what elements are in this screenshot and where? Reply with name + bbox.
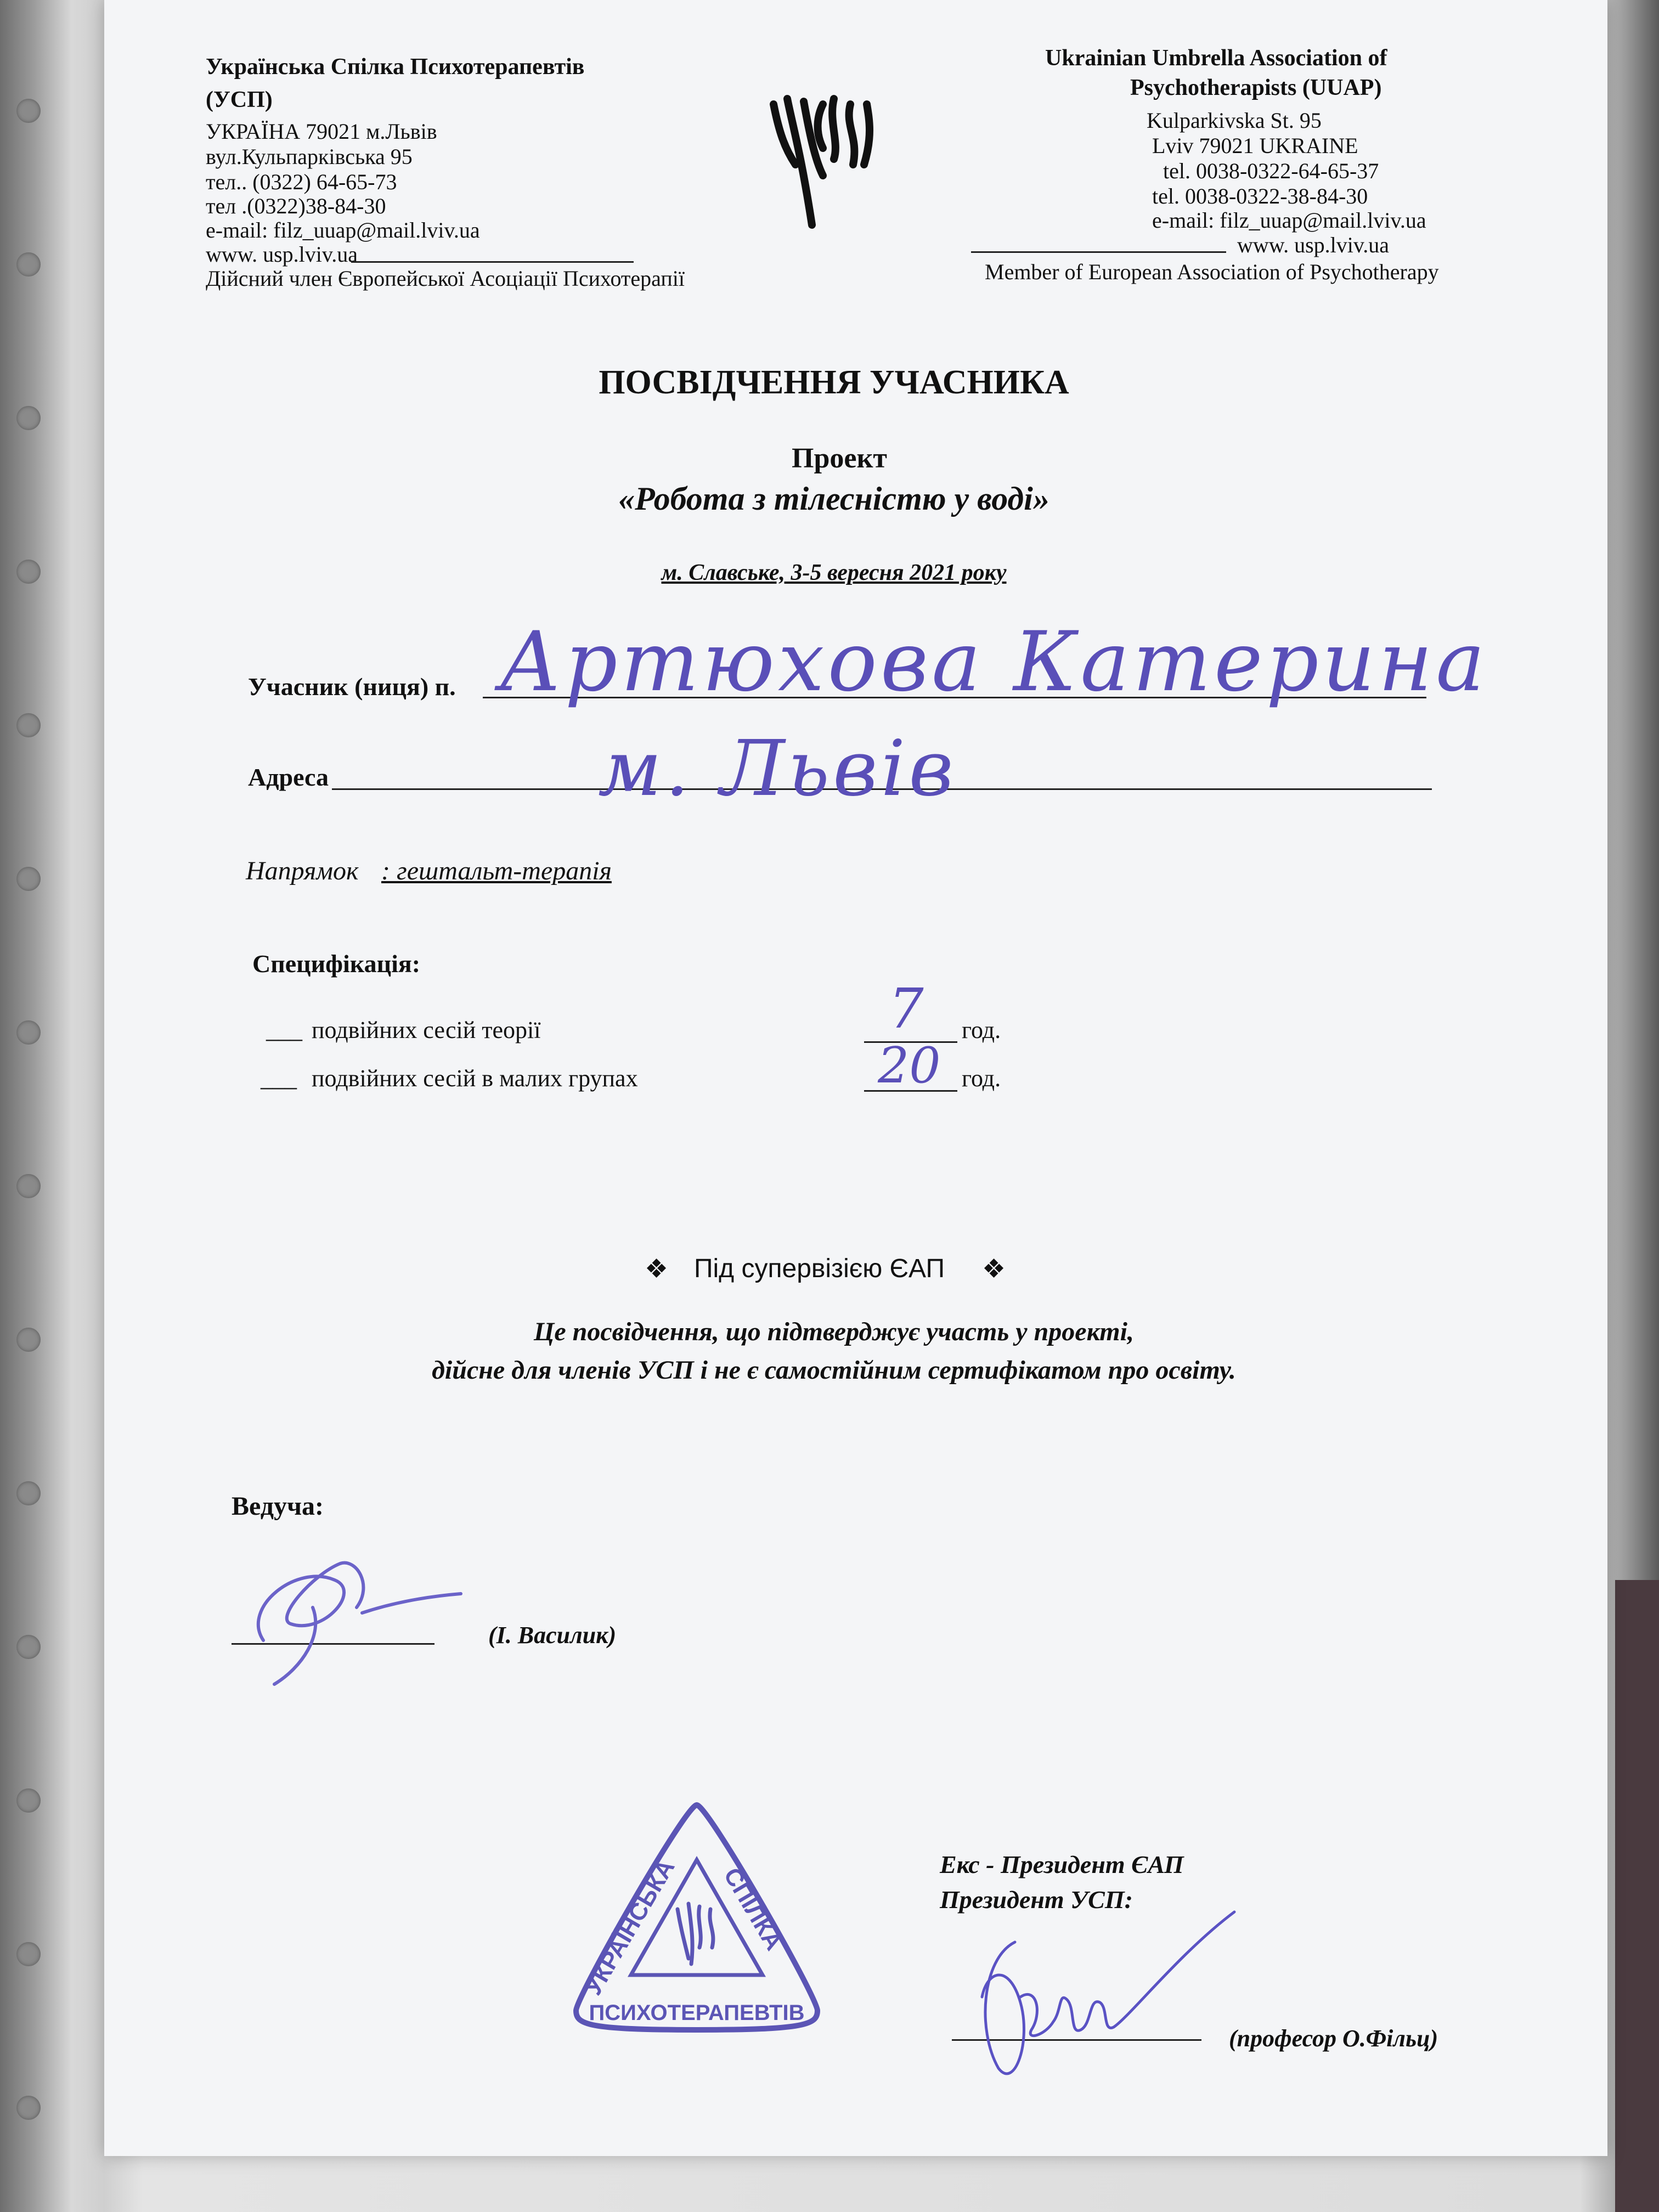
president-signature — [949, 1904, 1256, 2090]
svg-text:СПІЛКА — [718, 1863, 787, 1955]
header-left-org-abbr: (УСП) — [206, 87, 273, 112]
host-name: (І. Василик) — [488, 1622, 617, 1649]
document-title: ПОСВІДЧЕННЯ УЧАСНИКА — [599, 364, 1069, 401]
header-left-phone2: тел .(0322)38-84-30 — [206, 194, 386, 218]
binder-edge — [1615, 1580, 1659, 2212]
header-right-address-line1: Kulparkivska St. 95 — [1147, 108, 1322, 133]
header-left-rule — [351, 261, 634, 263]
spec-row-hours: 20 — [878, 1037, 941, 1094]
header-right-email: e-mail: filz_uuap@mail.lviv.ua — [1152, 208, 1426, 233]
address-label: Адреса — [248, 763, 329, 791]
president-title-usp: Президент УСП: — [940, 1886, 1133, 1914]
header-right-phone2: tel. 0038-0322-38-84-30 — [1152, 184, 1368, 208]
header-right-org-name-line2: Psychotherapists (UUAP) — [1130, 75, 1382, 100]
header-right-org-name: Ukrainian Umbrella Association of — [1045, 46, 1387, 71]
stamp-text-right: СПІЛКА — [718, 1863, 788, 1955]
direction-label: Напрямок — [246, 856, 359, 885]
organization-stamp — [560, 1794, 834, 2046]
participant-label: Учасник (ниця) п. — [248, 673, 456, 701]
header-left-address-line1: УКРАЇНА 79021 м.Львів — [206, 119, 437, 144]
validity-note-line2: дійсне для членів УСП і не є самостійним сертифікатом про освіту. — [432, 1356, 1236, 1385]
direction-value: : гештальт-терапія — [381, 856, 612, 885]
supervision-text: Під супервізією ЄАП — [694, 1254, 945, 1283]
stamp-text-bottom: ПСИХОТЕРАПЕВТІВ — [589, 2001, 805, 2025]
header-left-email: e-mail: filz_uuap@mail.lviv.ua — [206, 218, 480, 242]
header-right-website: www. usp.lviv.ua — [1237, 233, 1390, 257]
stamp-text-left: УКРАЇНСЬКА — [579, 1855, 680, 2000]
address-handwritten-value: м. Львів — [598, 724, 957, 814]
spec-row-unit: год. — [962, 1017, 1001, 1043]
spec-row-hours: 7 — [889, 977, 924, 1041]
spec-row-label: подвійних сесій теорії — [312, 1017, 541, 1043]
project-label: Проект — [792, 443, 887, 474]
specification-label: Специфікація: — [252, 950, 421, 978]
svg-text:УКРАЇНСЬКА — [579, 1855, 680, 2000]
header-left-phone1: тел.. (0322) 64-65-73 — [206, 170, 397, 194]
supervision-diamond-icon: ❖ — [645, 1255, 669, 1284]
header-left-address-line2: вул.Кульпарківська 95 — [206, 144, 413, 169]
header-right-phone1: tel. 0038-0322-64-65-37 — [1163, 159, 1379, 183]
participant-handwritten-name: Артюхова Катерина — [499, 614, 1488, 710]
spec-row-label: подвійних сесій в малих групах — [312, 1065, 638, 1092]
spec-row-prefix: ___ — [261, 1065, 297, 1092]
president-title-eap: Екс - Президент ЄАП — [940, 1850, 1184, 1878]
place-date: м. Славське, 3-5 вересня 2021 року — [661, 560, 1007, 585]
president-name: (професор О.Фільц) — [1229, 2025, 1438, 2052]
host-label: Ведуча: — [232, 1492, 324, 1521]
spec-row-prefix: ___ — [266, 1017, 302, 1043]
header-right-rule — [971, 251, 1226, 253]
project-name: «Робота з тілесністю у воді» — [618, 481, 1049, 517]
certificate-paper — [104, 0, 1607, 2156]
host-signature — [230, 1542, 472, 1695]
spec-row-unit: год. — [962, 1065, 1001, 1092]
usp-logo-icon — [763, 82, 889, 236]
sleeve-punch-holes — [16, 99, 49, 2129]
header-right-address-line2: Lviv 79021 UKRAINE — [1152, 133, 1358, 158]
header-left-website: www. usp.lviv.ua — [206, 242, 358, 267]
validity-note-line1: Це посвідчення, що підтверджує участь у проекті, — [534, 1317, 1134, 1346]
header-left-membership: Дійсний член Європейської Асоціації Психотерапії — [206, 266, 685, 291]
supervision-diamond-icon: ❖ — [982, 1255, 1006, 1284]
header-right-membership: Member of European Association of Psychotherapy — [985, 259, 1439, 284]
header-left-org-name: Українська Спілка Психотерапевтів — [206, 54, 585, 80]
